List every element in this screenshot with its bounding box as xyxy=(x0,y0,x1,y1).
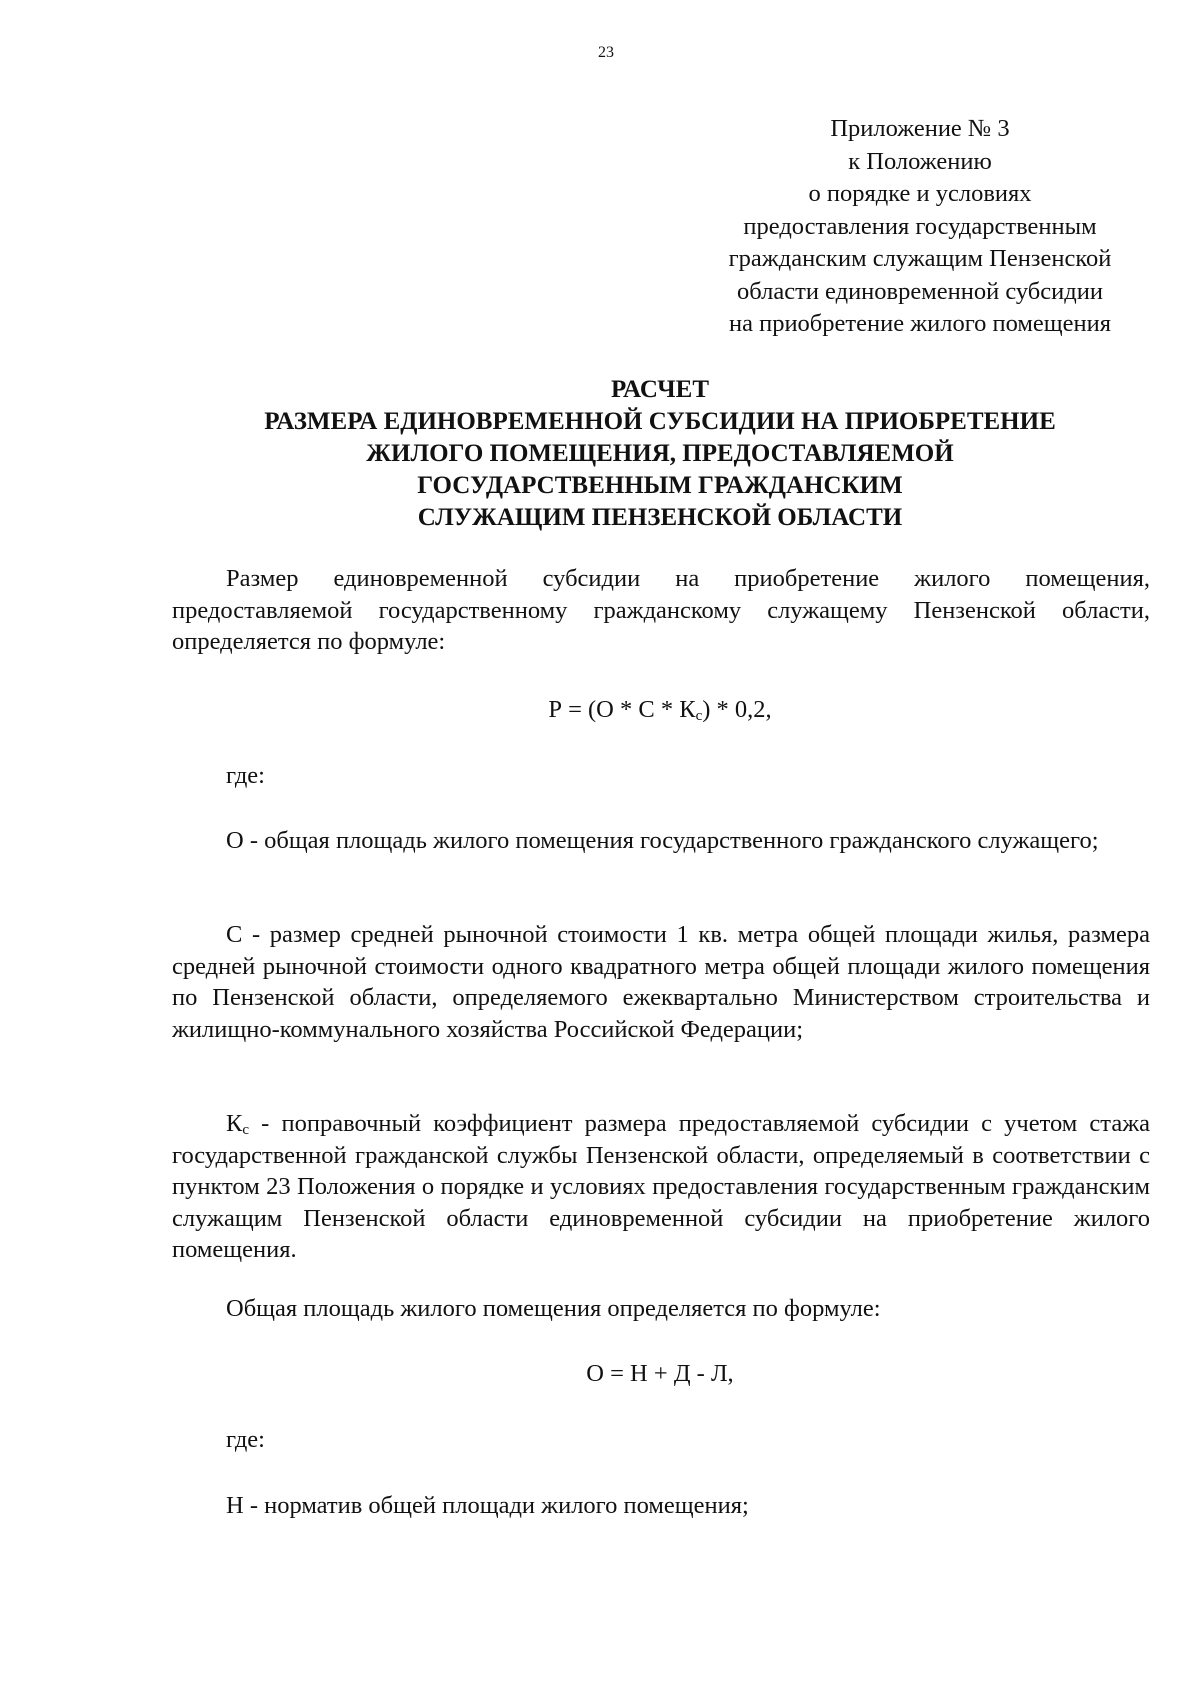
definition-o: О - общая площадь жилого помещения государственного гражданского служащего; xyxy=(226,827,1099,854)
definition-n: Н - норматив общей площади жилого помещения; xyxy=(226,1492,749,1519)
k-symbol: К xyxy=(226,1110,243,1137)
page-number: 23 xyxy=(598,44,614,61)
definition-c: С - размер средней рыночной стоимости 1 кв. метра общей площади жилья, размера средней рыночной стоимости одного квадратного метра общей площади жилого помещения по Пензенской области, определяемого ежеквартально Министерством строительства и жилищно-коммунального хозяйства Российской Федерации; xyxy=(172,921,1150,1043)
appendix-line: о порядке и условиях xyxy=(808,180,1032,207)
formula-part: ) * 0,2, xyxy=(702,696,772,723)
document-heading xyxy=(160,374,1160,534)
heading-line: РАСЧЕТ xyxy=(610,376,709,403)
definition-k xyxy=(172,1108,1150,1266)
where-label: где: xyxy=(226,762,265,789)
area-intro-paragraph: Общая площадь жилого помещения определяется по формуле: xyxy=(226,1295,881,1322)
subsidy-formula xyxy=(0,694,1200,726)
where-label-2: где: xyxy=(226,1426,265,1453)
k-text: - поправочный коэффициент размера предоставляемой субсидии с учетом стажа государственной гражданской службы Пензенской области, определяемый в соответствии с пунктом 23 Положения о порядке и условиях предоставления государственным гражданским служащим Пензенской области единовременной субсидии на приобретение жилого помещения. xyxy=(172,1110,1150,1263)
k-subscript: с xyxy=(242,1122,250,1138)
intro-paragraph: Размер единовременной субсидии на приобретение жилого помещения, предоставляемой государственному гражданскому служащему Пензенской области, определяется по формуле: xyxy=(172,565,1150,655)
heading-line: РАЗМЕРА ЕДИНОВРЕМЕННОЙ СУБСИДИИ НА ПРИОБРЕТЕНИЕ xyxy=(264,408,1056,435)
appendix-reference xyxy=(690,113,1150,341)
appendix-line: предоставления государственным xyxy=(743,212,1097,240)
formula-subscript: с xyxy=(695,708,703,724)
appendix-line: области единовременной субсидии xyxy=(737,277,1103,305)
heading-line: СЛУЖАЩИМ ПЕНЗЕНСКОЙ ОБЛАСТИ xyxy=(417,504,903,531)
heading-line: ГОСУДАРСТВЕННЫМ ГРАЖДАНСКИМ xyxy=(417,472,903,499)
appendix-line: к Положению xyxy=(848,147,992,175)
appendix-line: Приложение № 3 xyxy=(830,115,1010,142)
heading-line: ЖИЛОГО ПОМЕЩЕНИЯ, ПРЕДОСТАВЛЯЕМОЙ xyxy=(366,440,954,467)
area-formula: О = Н + Д - Л, xyxy=(586,1360,734,1387)
appendix-line: гражданским служащим Пензенской xyxy=(728,245,1112,272)
appendix-line: на приобретение жилого помещения xyxy=(728,310,1112,337)
formula-part: Р = (О * С * К xyxy=(548,696,696,723)
